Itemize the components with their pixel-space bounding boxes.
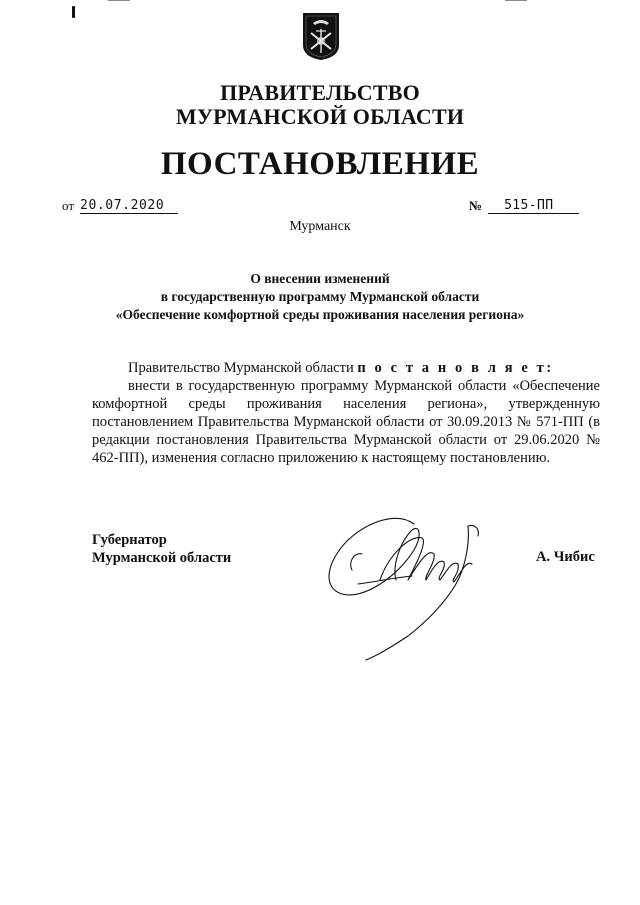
organization-line-1: ПРАВИТЕЛЬСТВО bbox=[220, 80, 420, 105]
date-value: 20.07.2020 bbox=[80, 198, 178, 214]
signer-title-line-1: Губернатор bbox=[92, 532, 167, 548]
document-type: ПОСТАНОВЛЕНИЕ bbox=[160, 146, 480, 182]
document-body bbox=[92, 359, 600, 467]
decree-word: п о с т а н о в л я е т: bbox=[357, 360, 554, 376]
body-intro: Правительство Мурманской области bbox=[128, 360, 354, 376]
body-intro-paragraph bbox=[92, 359, 600, 377]
signer-title-line-2: Мурманской области bbox=[92, 550, 232, 566]
number-row bbox=[469, 198, 579, 214]
city: Мурманск bbox=[289, 219, 351, 234]
document-subject bbox=[0, 270, 640, 324]
date-label: от bbox=[62, 198, 75, 213]
number-value: 515-ПП bbox=[488, 198, 579, 214]
scan-edge bbox=[108, 0, 130, 1]
body-paragraph: внести в государственную программу Мурманской области «Обеспечение комфортной среды проживания населения региона», утвержденную постановлением Правительства Мурманской области от 30.09.2013 № 571-ПП (в редакции постановления Правительства Мурманской области от 29.06.2020 № 462-ПП), изменения согласно приложению к настоящему постановлению. bbox=[92, 378, 600, 466]
organization-line-2: МУРМАНСКОЙ ОБЛАСТИ bbox=[175, 104, 465, 129]
signer-title bbox=[92, 531, 231, 567]
handwritten-signature-icon bbox=[318, 484, 498, 664]
date-row bbox=[62, 198, 178, 214]
scan-mark bbox=[72, 6, 75, 18]
coat-of-arms-icon bbox=[301, 11, 341, 61]
signer-name: А. Чибис bbox=[536, 549, 595, 565]
subject-line-2: в государственную программу Мурманской области bbox=[160, 289, 480, 304]
subject-line-3: «Обеспечение комфортной среды проживания населения региона» bbox=[115, 307, 525, 322]
subject-line-1: О внесении изменений bbox=[250, 271, 390, 286]
scan-edge bbox=[505, 0, 527, 1]
number-label: № bbox=[469, 198, 483, 213]
